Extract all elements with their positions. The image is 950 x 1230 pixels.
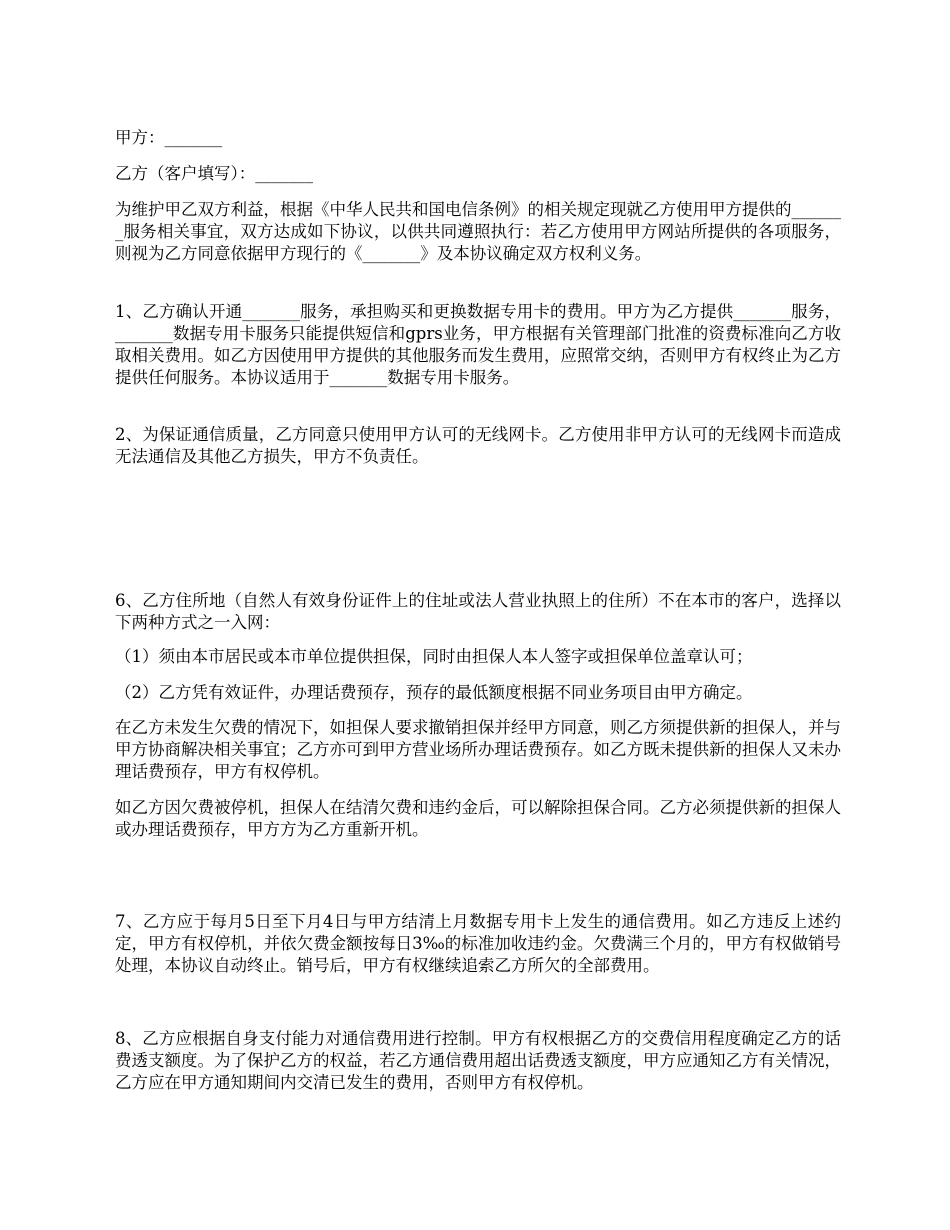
party-a-line: 甲方：_______ [115, 128, 223, 147]
clause-2-paragraph: 2、为保证通信质量，乙方同意只使用甲方认可的无线网卡。乙方使用非甲方认可的无线网卡而造成无法通信及其他乙方损失，甲方不负责任。 [115, 425, 841, 466]
clause-6-paragraph: 6、乙方住所地（自然人有效身份证件上的住址或法人营业执照上的住所）不在本市的客户，选择以下两种方式之一入网： [115, 591, 841, 632]
clause-6-note-2: 如乙方因欠费被停机，担保人在结清欠费和违约金后，可以解除担保合同。乙方必须提供新的担保人或办理话费预存，甲方方为乙方重新开机。 [115, 798, 841, 839]
clause-6-option-2: （2）乙方凭有效证件，办理话费预存，预存的最低额度根据不同业务项目由甲方确定。 [115, 683, 753, 702]
clause-6-option-1: （1）须由本市居民或本市单位提供担保，同时由担保人本人签字或担保单位盖章认可； [115, 647, 753, 666]
preamble-paragraph: 为维护甲乙双方利益，根据《中华人民共和国电信条例》的相关规定现就乙方使用甲方提供的_______服务相关事宜，双方达成如下协议，以供共同遵照执行：若乙方使用甲方网站所提供的各项服务，则视为乙方同意依据甲方现行的《_______》及本协议确定双方权利义务。 [115, 200, 841, 263]
party-b-line: 乙方（客户填写）：_______ [115, 164, 313, 183]
clause-8-paragraph: 8、乙方应根据自身支付能力对通信费用进行控制。甲方有权根据乙方的交费信用程度确定乙方的话费透支额度。为了保护乙方的权益，若乙方通信费用超出话费透支额度，甲方应通知乙方有关情况，乙方应在甲方通知期间内交清已发生的费用，否则甲方有权停机。 [115, 1029, 841, 1092]
clause-7-paragraph: 7、乙方应于每月5日至下月4日与甲方结清上月数据专用卡上发生的通信费用。如乙方违反上述约定，甲方有权停机，并依欠费金额按每日3‰的标准加收违约金。欠费满三个月的，甲方有权做销号处理，本协议自动终止。销号后，甲方有权继续追索乙方所欠的全部费用。 [115, 912, 841, 975]
clause-1-paragraph: 1、乙方确认开通_______服务，承担购买和更换数据专用卡的费用。甲方为乙方提供_______服务，_______数据专用卡服务只能提供短信和gprs业务，甲方根据有关管理部门批准的资费标准向乙方收取相关费用。如乙方因使用甲方提供的其他服务而发生费用，应照常交纳，否则甲方有权终止为乙方提供任何服务。本协议适用于_______数据专用卡服务。 [115, 302, 841, 387]
clause-6-note-1: 在乙方未发生欠费的情况下，如担保人要求撤销担保并经甲方同意，则乙方须提供新的担保人，并与甲方协商解决相关事宜；乙方亦可到甲方营业场所办理话费预存。如乙方既未提供新的担保人又未办理话费预存，甲方有权停机。 [115, 718, 841, 781]
